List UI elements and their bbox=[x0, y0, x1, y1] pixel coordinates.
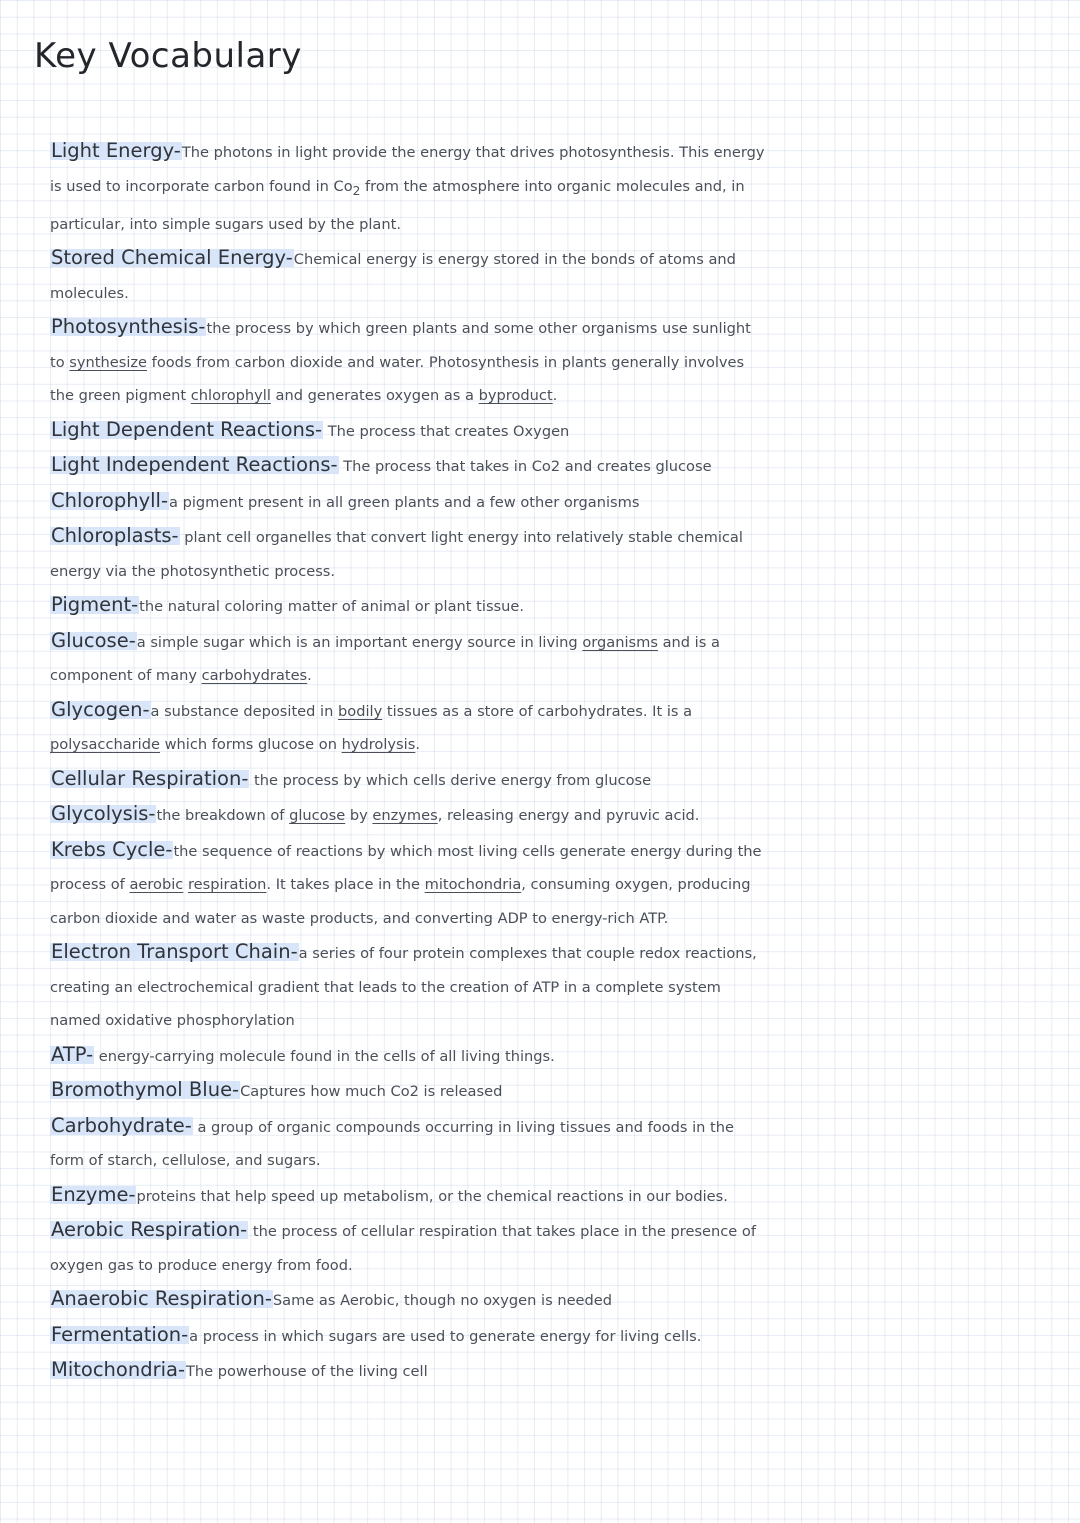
vocab-entry bbox=[50, 241, 770, 310]
vocab-term: Light Dependent Reactions- bbox=[51, 417, 323, 441]
vocab-term: Pigment- bbox=[51, 593, 139, 617]
definition-text: which forms glucose on bbox=[159, 736, 342, 754]
underlined-word: carbohydrates bbox=[201, 667, 308, 685]
definition-text: Chemical energy is energy stored in the bonds of atoms and molecules. bbox=[50, 251, 736, 302]
vocab-entry bbox=[50, 1178, 770, 1214]
vocab-term: Fermentation- bbox=[51, 1322, 189, 1346]
vocabulary-list bbox=[50, 134, 770, 1389]
definition-text: Same as Aerobic, though no oxygen is needed bbox=[272, 1292, 613, 1310]
vocab-term: Aerobic Respiration- bbox=[51, 1218, 248, 1242]
vocab-entry bbox=[50, 1073, 770, 1109]
vocab-term: ATP- bbox=[51, 1042, 94, 1066]
definition-text: Captures how much Co2 is released bbox=[240, 1083, 503, 1101]
vocab-term: Anaerobic Respiration- bbox=[51, 1287, 272, 1311]
vocab-entry bbox=[50, 1282, 770, 1318]
definition-text: tissues as a store of carbohydrates. It is a bbox=[382, 702, 693, 720]
definition-text: and is a component of many bbox=[50, 633, 720, 685]
definition-text: the sequence of reactions by which most living cells generate energy during the process of bbox=[50, 842, 762, 894]
definition-text: the process of cellular respiration that takes place in the presence of oxygen gas to produce energy from food. bbox=[50, 1223, 756, 1274]
definition-text: . It takes place in the bbox=[266, 876, 425, 894]
definition-text: by bbox=[345, 807, 373, 825]
vocab-entry bbox=[50, 935, 770, 1038]
underlined-word: aerobic bbox=[129, 876, 184, 894]
definition-text: The photons in light provide the energy that drives photosynthesis. This energy is used to incorporate carbon found in Co bbox=[50, 144, 765, 195]
vocab-entry bbox=[50, 797, 770, 833]
vocab-term: Glycogen- bbox=[51, 697, 150, 721]
vocab-term: Light Energy- bbox=[51, 139, 181, 162]
vocab-entry bbox=[50, 519, 770, 588]
vocab-term: Cellular Respiration- bbox=[51, 766, 249, 790]
vocab-entry bbox=[50, 310, 770, 413]
definition-text: The process that takes in Co2 and creates glucose bbox=[338, 458, 712, 476]
vocab-term: Electron Transport Chain- bbox=[51, 940, 298, 964]
vocab-entry bbox=[50, 413, 770, 449]
vocab-term: Chlorophyll- bbox=[51, 488, 168, 512]
definition-text: . bbox=[307, 667, 312, 685]
definition-text: a simple sugar which is an important energy source in living bbox=[136, 633, 583, 651]
vocab-entry bbox=[50, 134, 770, 241]
definition-text: a pigment present in all green plants and a few other organisms bbox=[169, 493, 640, 511]
underlined-word: organisms bbox=[582, 633, 658, 651]
definition-text: The powerhouse of the living cell bbox=[186, 1363, 428, 1381]
vocab-entry bbox=[50, 1318, 770, 1354]
vocab-entry bbox=[50, 762, 770, 798]
underlined-word: enzymes bbox=[372, 807, 438, 825]
definition-text: 2 bbox=[352, 183, 361, 198]
vocab-term: Stored Chemical Energy- bbox=[51, 246, 293, 270]
definition-text: a series of four protein complexes that couple redox reactions, creating an electrochemical gradient that leads to the creation of ATP in a complete system named oxidative phosphorylation bbox=[50, 945, 757, 1030]
definition-text: proteins that help speed up metabolism, or the chemical reactions in our bodies. bbox=[136, 1187, 728, 1205]
vocab-term: Krebs Cycle- bbox=[51, 837, 173, 861]
underlined-word: byproduct bbox=[478, 387, 553, 405]
vocab-entry bbox=[50, 693, 770, 762]
definition-text: a process in which sugars are used to generate energy for living cells. bbox=[189, 1327, 702, 1345]
underlined-word: bodily bbox=[338, 702, 383, 720]
vocab-term: Photosynthesis- bbox=[51, 315, 206, 339]
definition-text: plant cell organelles that convert light energy into relatively stable chemical energy via the photosynthetic process. bbox=[50, 529, 743, 580]
underlined-word: respiration bbox=[187, 876, 267, 894]
page-title: Key Vocabulary bbox=[34, 36, 302, 76]
definition-text: a group of organic compounds occurring in living tissues and foods in the form of starch, cellulose, and sugars. bbox=[50, 1118, 735, 1170]
definition-text: . bbox=[415, 736, 420, 754]
definition-text: from the atmosphere into organic molecules and, in particular, into simple sugars used by the plant. bbox=[50, 177, 745, 233]
definition-text: a substance deposited in bbox=[150, 702, 338, 720]
vocab-entry bbox=[50, 1353, 770, 1389]
vocab-entry bbox=[50, 624, 770, 693]
underlined-word: hydrolysis bbox=[341, 736, 416, 754]
vocab-entry bbox=[50, 448, 770, 484]
vocab-term: Chloroplasts- bbox=[51, 524, 179, 548]
underlined-word: glucose bbox=[289, 807, 346, 825]
vocab-entry bbox=[50, 588, 770, 624]
vocab-entry bbox=[50, 833, 770, 936]
definition-text: . bbox=[552, 387, 558, 405]
vocab-entry bbox=[50, 484, 770, 520]
vocab-entry bbox=[50, 1109, 770, 1178]
underlined-word: synthesize bbox=[69, 353, 148, 371]
vocab-term: Glucose- bbox=[51, 628, 136, 652]
underlined-word: mitochondria bbox=[424, 876, 522, 894]
vocab-term: Light Independent Reactions- bbox=[51, 453, 338, 477]
vocab-term: Enzyme- bbox=[51, 1182, 136, 1206]
definition-text: the breakdown of bbox=[156, 807, 290, 825]
vocab-term: Mitochondria- bbox=[51, 1358, 185, 1382]
definition-text: , releasing energy and pyruvic acid. bbox=[437, 807, 700, 825]
definition-text: and generates oxygen as a bbox=[270, 387, 479, 405]
underlined-word: polysaccharide bbox=[50, 736, 160, 754]
definition-text: the process by which cells derive energy from glucose bbox=[249, 771, 652, 789]
underlined-word: chlorophyll bbox=[190, 387, 271, 405]
vocab-entry bbox=[50, 1038, 770, 1074]
definition-text: the process by which green plants and some other organisms use sunlight to bbox=[50, 320, 751, 371]
definition-text: , consuming oxygen, producing carbon dioxide and water as waste products, and converting ADP to energy-rich ATP. bbox=[50, 876, 751, 927]
vocab-term: Bromothymol Blue- bbox=[51, 1078, 240, 1102]
definition-text: the natural coloring matter of animal or plant tissue. bbox=[139, 598, 525, 616]
definition-text: The process that creates Oxygen bbox=[323, 422, 570, 440]
definition-text: energy-carrying molecule found in the cells of all living things. bbox=[94, 1047, 555, 1065]
vocab-entry bbox=[50, 1213, 770, 1282]
vocab-term: Carbohydrate- bbox=[51, 1113, 192, 1137]
definition-text: foods from carbon dioxide and water. Photosynthesis in plants generally involves the green pigment bbox=[50, 353, 745, 405]
vocab-term: Glycolysis- bbox=[51, 802, 156, 826]
